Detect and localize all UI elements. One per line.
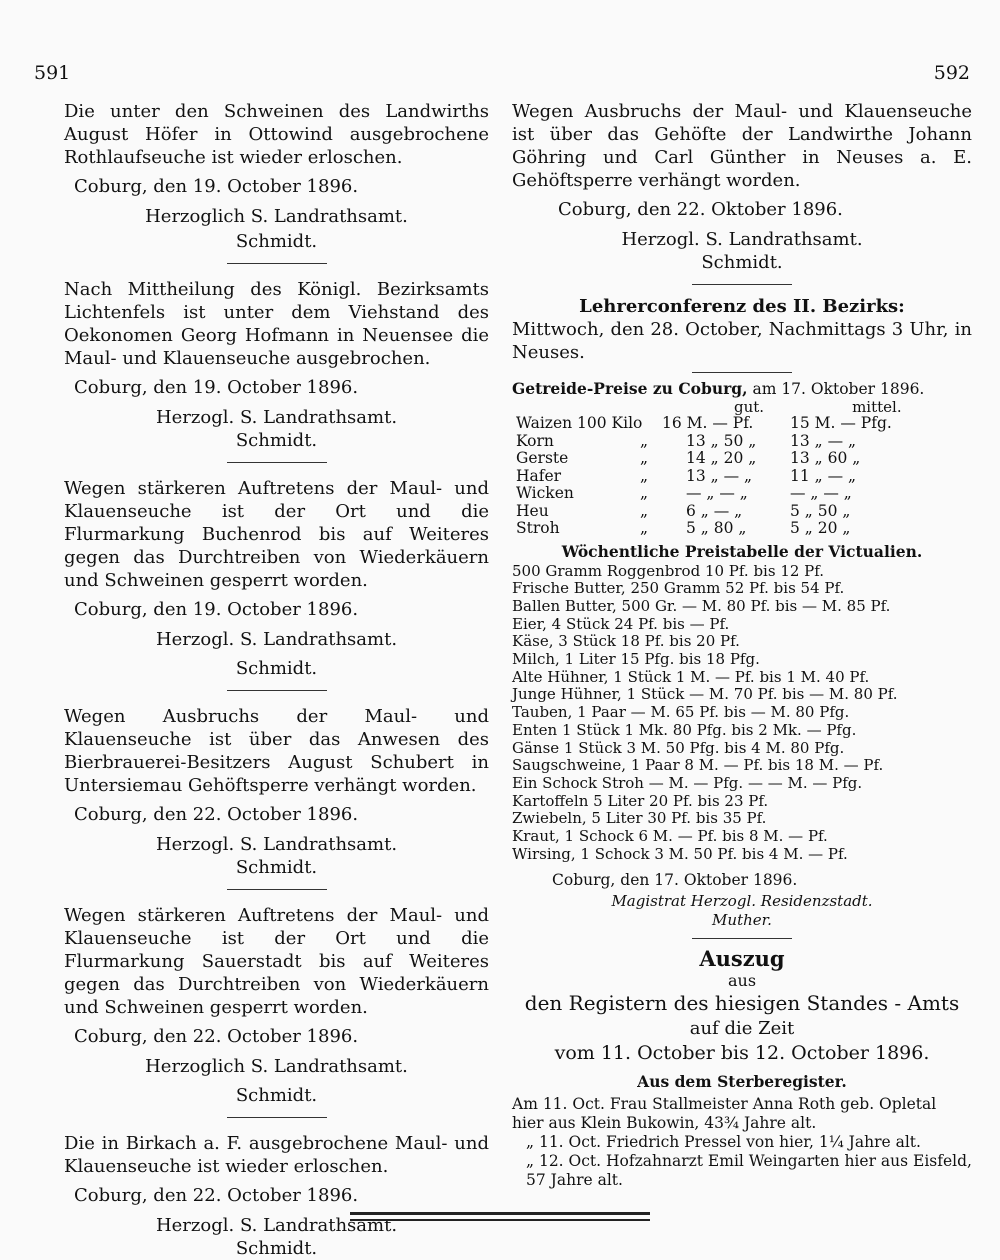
notice [64,705,489,890]
list-item: Zwiebeln, 5 Liter 30 Pf. bis 35 Pf. [512,809,767,828]
grain-heading [512,379,972,399]
table-row [512,450,896,468]
notice-text: Die in Birkach a. F. ausgebrochene Maul- und Klauenseuche ist wieder erloschen. [64,1133,489,1177]
list-item: Wirsing, 1 Schock 3 M. 50 Pf. bis 4 M. — Pf. [512,844,848,863]
grain-table [512,415,896,538]
register-section: Aus dem Sterberegister. [637,1072,847,1092]
notice-date: Coburg, den 19. October 1896. [74,377,359,398]
conference-title: Lehrerconferenz des II. Bezirks: [579,296,905,317]
grain-gut: — „ — „ [686,484,748,502]
notice-office: Herzoglich S. Landrathsamt. [145,1056,408,1077]
notice-date: Coburg, den 22. October 1896. [74,1026,359,1047]
grain-ditto: „ [639,449,649,467]
victual-list [512,563,972,864]
list-item: Tauben, 1 Paar — M. 65 Pf. bis — M. 80 Pfg. [512,703,850,722]
register-title-dates: vom 11. October bis 12. October 1896. [554,1042,930,1065]
notice-text: Wegen Ausbruchs der Maul- und Klauenseuche ist über das Gehöfte der Landwirthe Johann Göhring und Carl Günther in Neuses a. E. Gehöftsperre verhängt worden. [512,101,972,191]
list-item: Gänse 1 Stück 3 M. 50 Pfg. bis 4 M. 80 Pfg. [512,738,845,757]
grain-ditto: „ [639,484,649,502]
table-row [512,485,896,503]
grain-mittel: — „ — „ [790,484,852,502]
list-item: Eier, 4 Stück 24 Pf. bis — Pf. [512,614,730,633]
list-item: Milch, 1 Liter 15 Pfg. bis 18 Pfg. [512,650,760,669]
closing-double-rule [350,1212,650,1221]
notice-signature: Schmidt. [235,658,318,679]
notice-signature: Schmidt. [235,430,318,451]
notice-date: Coburg, den 19. October 1896. [74,599,359,620]
grain-ditto: „ [639,466,649,485]
notice-signature: Schmidt. [701,252,783,273]
list-item: „ 11. Oct. Friedrich Pressel von hier, 1¼ Jahre alt. [526,1133,921,1152]
grain-mittel: 5 „ 50 „ [790,501,851,520]
list-item: Saugschweine, 1 Paar 8 M. — Pf. bis 18 M. — Pf. [512,756,884,775]
grain-prices [512,379,972,538]
notice-signature: Schmidt. [235,1085,318,1106]
register-title-registers: den Registern des hiesigen Standes - Amts [524,991,960,1016]
victual-office: Magistrat Herzogl. Residenzstadt. [611,892,873,911]
register-title: Auszug [699,946,785,972]
victual-prices [512,542,972,940]
notice-office: Herzogl. S. Landrathsamt. [155,834,398,855]
list-item: „ 12. Oct. Hofzahnarzt Emil Weingarten hier aus Eisfeld, 57 Jahre alt. [526,1152,972,1190]
divider [227,462,327,463]
list-item: 500 Gramm Roggenbrod 10 Pf. bis 12 Pf. [512,561,825,580]
notice-text: Wegen stärkeren Auftretens der Maul- und Klauenseuche ist der Ort und die Flurmarkung Sauerstadt bis auf Weiteres gegen das Durchtreiben von Wiederkäuern und Schweinen gesperrt worden. [64,905,489,1018]
list-item: Kraut, 1 Schock 6 M. — Pf. bis 8 M. — Pf. [512,827,828,846]
grain-name: Hafer [516,466,562,485]
grain-col-mittel: mittel. [852,398,902,416]
divider [227,1117,327,1118]
grain-column-headers [512,399,972,415]
notice-signature: Schmidt. [235,231,318,252]
table-row [512,468,896,486]
notice-office: Herzogl. S. Landrathsamt. [155,629,398,650]
notice-signature: Schmidt. [235,857,318,878]
page-number-left: 591 [34,62,71,84]
divider [227,690,327,691]
notice-date: Coburg, den 22. October 1896. [74,804,359,825]
notice [64,100,489,264]
notice [64,278,489,463]
notice-signature: Schmidt. [235,1238,318,1259]
grain-mittel: 11 „ — „ [790,466,857,485]
grain-mittel: 13 „ — „ [790,431,857,450]
grain-gut: 5 „ 80 „ [686,519,747,537]
notice-text: Nach Mittheilung des Königl. Bezirksamts Lichtenfels ist unter dem Viehstand des Oekonomen Georg Hofmann in Neuensee die Maul- und Klauenseuche ausgebrochen. [64,279,489,369]
divider [227,263,327,264]
table-row [512,433,896,451]
grain-gut: 16 M. — Pf. [662,414,754,432]
list-item: Ballen Butter, 500 Gr. — M. 80 Pf. bis — M. 85 Pf. [512,596,891,615]
notice-office: Herzoglich S. Landrathsamt. [145,206,408,227]
notice [64,1132,489,1260]
register-title-period: auf die Zeit [689,1018,795,1040]
grain-gut: 13 „ 50 „ [686,431,757,450]
divider [692,938,792,939]
divider [692,284,792,285]
list-item: Alte Hühner, 1 Stück 1 M. — Pf. bis 1 M. 40 Pf. [512,667,870,686]
grain-ditto: „ [639,501,649,520]
notice-office: Herzogl. S. Landrathsamt. [155,1215,398,1236]
notice-office: Herzogl. S. Landrathsamt. [155,407,398,428]
notice [64,904,489,1118]
notice-office: Herzogl. S. Landrathsamt. [621,229,863,250]
list-item: Enten 1 Stück 1 Mk. 80 Pfg. bis 2 Mk. — Pfg. [512,720,857,739]
divider [692,372,792,373]
grain-name: Gerste [516,449,569,467]
notice-text: Die unter den Schweinen des Landwirths August Höfer in Ottowind ausgebrochene Rothlaufseuche ist wieder erloschen. [64,101,489,168]
grain-ditto: „ [639,431,649,450]
notice-text: Wegen stärkeren Auftretens der Maul- und Klauenseuche ist der Ort und die Flurmarkung Buchenrod bis auf Weiteres gegen das Durchtreiben von Wiederkäuern und Schweinen gesperrt worden. [64,478,489,591]
notice-text: Wegen Ausbruchs der Maul- und Klauenseuche ist über das Anwesen des Bierbrauerei-Besitzers August Schubert in Untersiemau Gehöftsperre verhängt worden. [64,706,489,796]
grain-gut: 6 „ — „ [686,501,743,520]
table-row [512,520,896,538]
grain-mittel: 15 M. — Pfg. [790,414,892,432]
conference-text: Mittwoch, den 28. October, Nachmittags 3 Uhr, in Neuses. [512,319,972,363]
victual-date: Coburg, den 17. Oktober 1896. [552,871,798,890]
grain-gut: 13 „ — „ [686,466,753,485]
grain-title: Getreide-Preise zu Coburg, [512,379,748,398]
grain-col-gut: gut. [734,398,765,416]
grain-gut: 14 „ 20 „ [686,449,757,467]
victual-title: Wöchentliche Preistabelle der Victualien. [561,541,923,561]
conference-notice [512,295,972,373]
table-row [512,503,896,521]
grain-name: Korn [516,431,554,450]
notice [512,100,972,285]
notice [64,477,489,691]
notice-date: Coburg, den 22. Oktober 1896. [558,199,843,220]
grain-mittel: 13 „ 60 „ [790,449,861,467]
list-item: Kartoffeln 5 Liter 20 Pf. bis 23 Pf. [512,791,769,810]
grain-name: Heu [516,501,549,520]
grain-name: Stroh [516,519,560,537]
list-item: Frische Butter, 250 Gramm 52 Pf. bis 54 Pf. [512,579,845,598]
list-item: Ein Schock Stroh — M. — Pfg. — — M. — Pfg. [512,773,863,792]
grain-ditto: „ [639,519,649,537]
divider [227,889,327,890]
grain-mittel: 5 „ 20 „ [790,519,851,537]
page-number-right: 592 [933,62,970,84]
register-extract [512,945,972,1190]
right-column [512,100,972,1190]
table-row [512,415,896,433]
list-item: Am 11. Oct. Frau Stallmeister Anna Roth geb. Opletal hier aus Klein Bukowin, 43¾ Jahre alt. [512,1095,937,1133]
grain-date: am 17. Oktober 1896. [752,380,925,398]
notice-date: Coburg, den 19. October 1896. [74,176,359,197]
list-item: Käse, 3 Stück 18 Pf. bis 20 Pf. [512,632,740,651]
register-title-aus: aus [727,971,757,991]
grain-name: Wicken [516,484,574,502]
list-item: Junge Hühner, 1 Stück — M. 70 Pf. bis — M. 80 Pf. [512,685,898,704]
left-column [64,100,489,1260]
notice-date: Coburg, den 22. October 1896. [74,1185,359,1206]
grain-name: Waizen 100 Kilo [516,414,643,432]
victual-signature: Muther. [712,911,772,930]
